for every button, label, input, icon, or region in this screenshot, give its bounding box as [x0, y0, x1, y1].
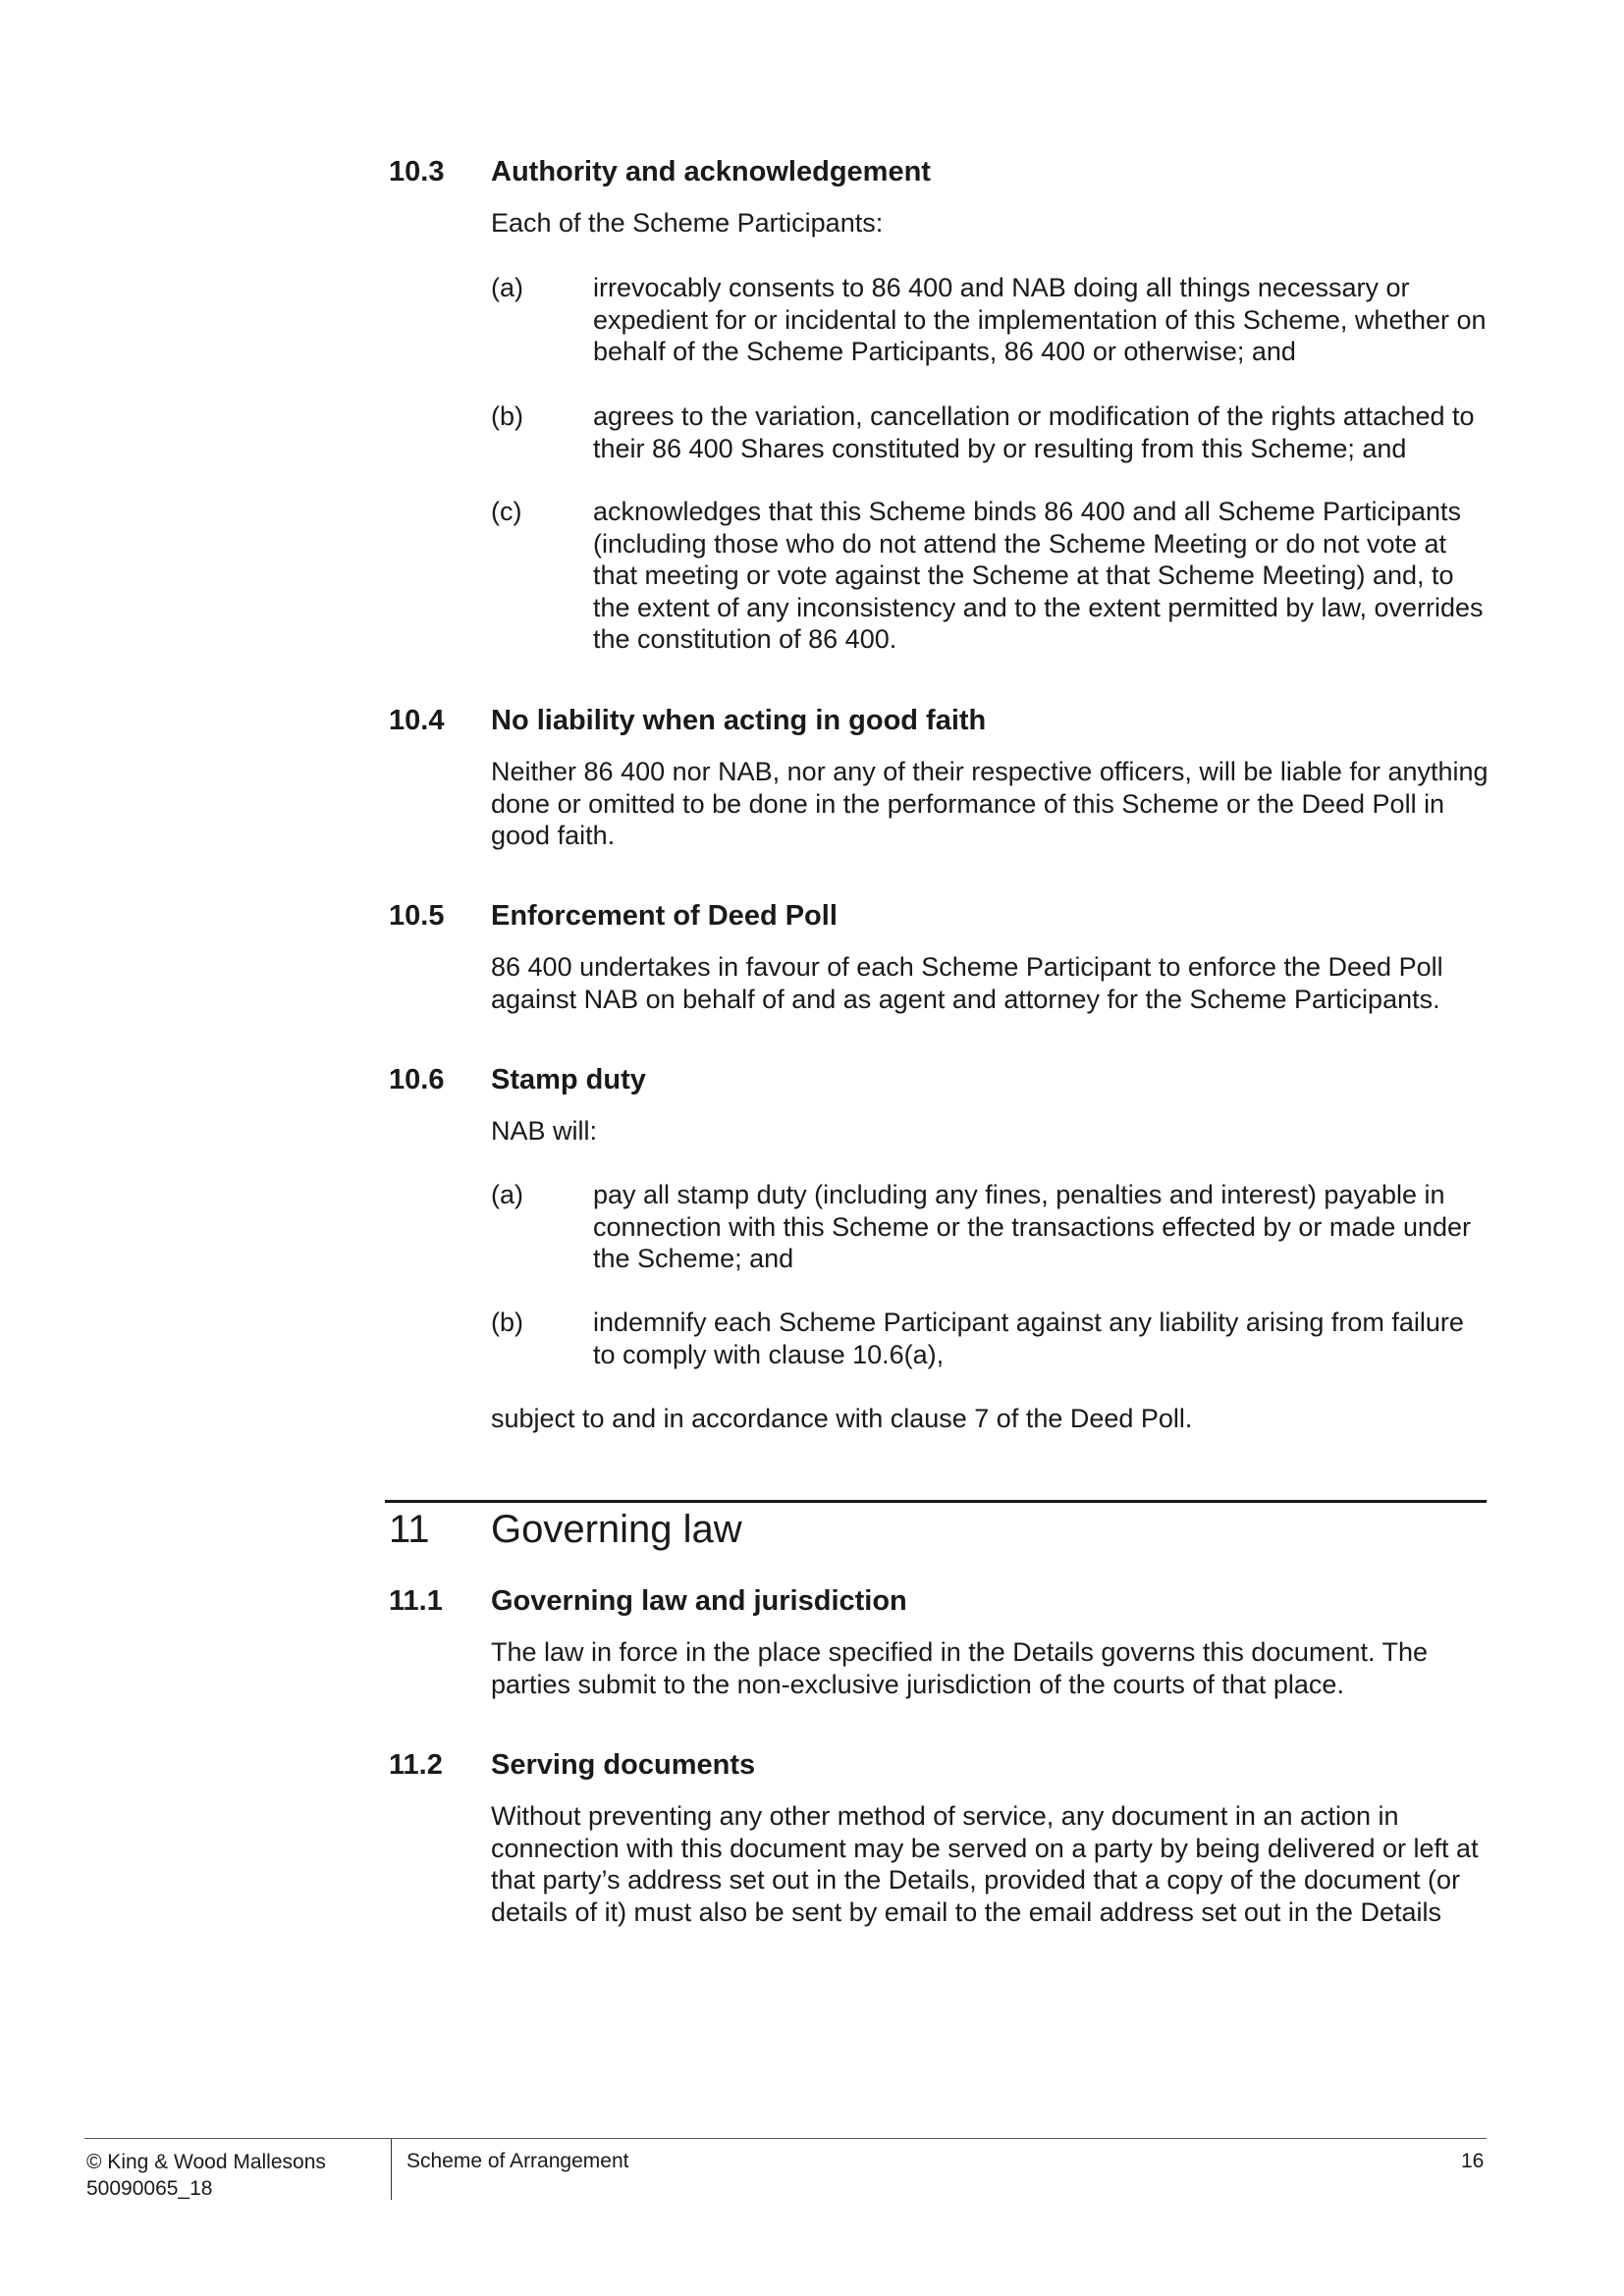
clause-10-6-intro: NAB will:	[491, 1116, 598, 1146]
footer-page-number: 16	[1461, 2150, 1485, 2172]
heading-title: Stamp duty	[491, 1064, 646, 1095]
clause-11-1-body: The law in force in the place specified in the Details governs this document. The parties submit to the non-exclusive jurisdiction of the courts of that place.	[491, 1637, 1429, 1699]
footer-divider	[84, 2138, 1487, 2139]
clause-10-4-body: Neither 86 400 nor NAB, nor any of their respective officers, will be liable for anything done or omitted to be done in the performance of this Scheme or the Deed Poll in good faith.	[491, 757, 1489, 850]
heading-title: Governing law	[491, 1508, 742, 1551]
heading-number: 10.5	[389, 900, 445, 932]
clause-11-2-body: Without preventing any other method of service, any document in an action in connection with this document may be served on a party by being delivered or left at that party’s address set out in the Details, provided that a copy of the document (or details of it) must also be sent by email to the email address set out in the Details	[491, 1801, 1479, 1927]
clause-10-6-closing: subject to and in accordance with clause 7 of the Deed Poll.	[491, 1404, 1193, 1433]
item-text: pay all stamp duty (including any fines, penalties and interest) payable in connection with this Scheme or the transactions effected by or made under the Scheme; and	[593, 1180, 1472, 1273]
section-divider	[385, 1500, 1487, 1503]
item-text: irrevocably consents to 86 400 and NAB doing all things necessary or expedient for or incidental to the implementation of this Scheme, whether on behalf of the Scheme Participants, 86 400 or otherwise; and	[593, 273, 1487, 366]
heading-title: Serving documents	[491, 1749, 756, 1781]
footer-doc-title: Scheme of Arrangement	[406, 2150, 629, 2172]
clause-10-3-intro: Each of the Scheme Participants:	[491, 208, 884, 238]
item-label: (a)	[491, 273, 523, 302]
item-label: (a)	[491, 1180, 523, 1209]
heading-number: 10.4	[389, 705, 445, 736]
footer-vertical-divider	[391, 2139, 392, 2200]
heading-number: 10.6	[389, 1064, 445, 1095]
clause-10-5-body: 86 400 undertakes in favour of each Scheme Participant to enforce the Deed Poll against NAB on behalf of and as agent and attorney for the Scheme Participants.	[491, 952, 1443, 1014]
heading-title: No liability when acting in good faith	[491, 705, 987, 736]
heading-number: 10.3	[389, 156, 445, 187]
heading-title: Enforcement of Deed Poll	[491, 900, 838, 932]
item-label: (b)	[491, 1308, 523, 1337]
footer-copyright: © King & Wood Mallesons	[86, 2151, 326, 2173]
item-text: agrees to the variation, cancellation or modification of the rights attached to their 86 400 Shares constituted by or resulting from this Scheme; and	[593, 401, 1475, 463]
heading-number: 11.2	[389, 1749, 443, 1781]
item-label: (b)	[491, 401, 523, 431]
item-text: acknowledges that this Scheme binds 86 400 and all Scheme Participants (including those who do not attend the Scheme Meeting or do not vote at that meeting or vote against the Scheme at that Scheme Meeting) and, to the extent of any inconsistency and to the extent permitted by law, overrides the constitution of 86 400.	[593, 497, 1484, 654]
heading-title: Governing law and jurisdiction	[491, 1585, 907, 1617]
heading-title: Authority and acknowledgement	[491, 156, 931, 187]
footer-doc-id: 50090065_18	[86, 2177, 213, 2200]
heading-number: 11.1	[389, 1585, 443, 1617]
footer-left	[86, 2149, 326, 2202]
item-label: (c)	[491, 497, 522, 526]
heading-number: 11	[389, 1508, 430, 1551]
item-text: indemnify each Scheme Participant against any liability arising from failure to comply with clause 10.6(a),	[593, 1308, 1464, 1369]
